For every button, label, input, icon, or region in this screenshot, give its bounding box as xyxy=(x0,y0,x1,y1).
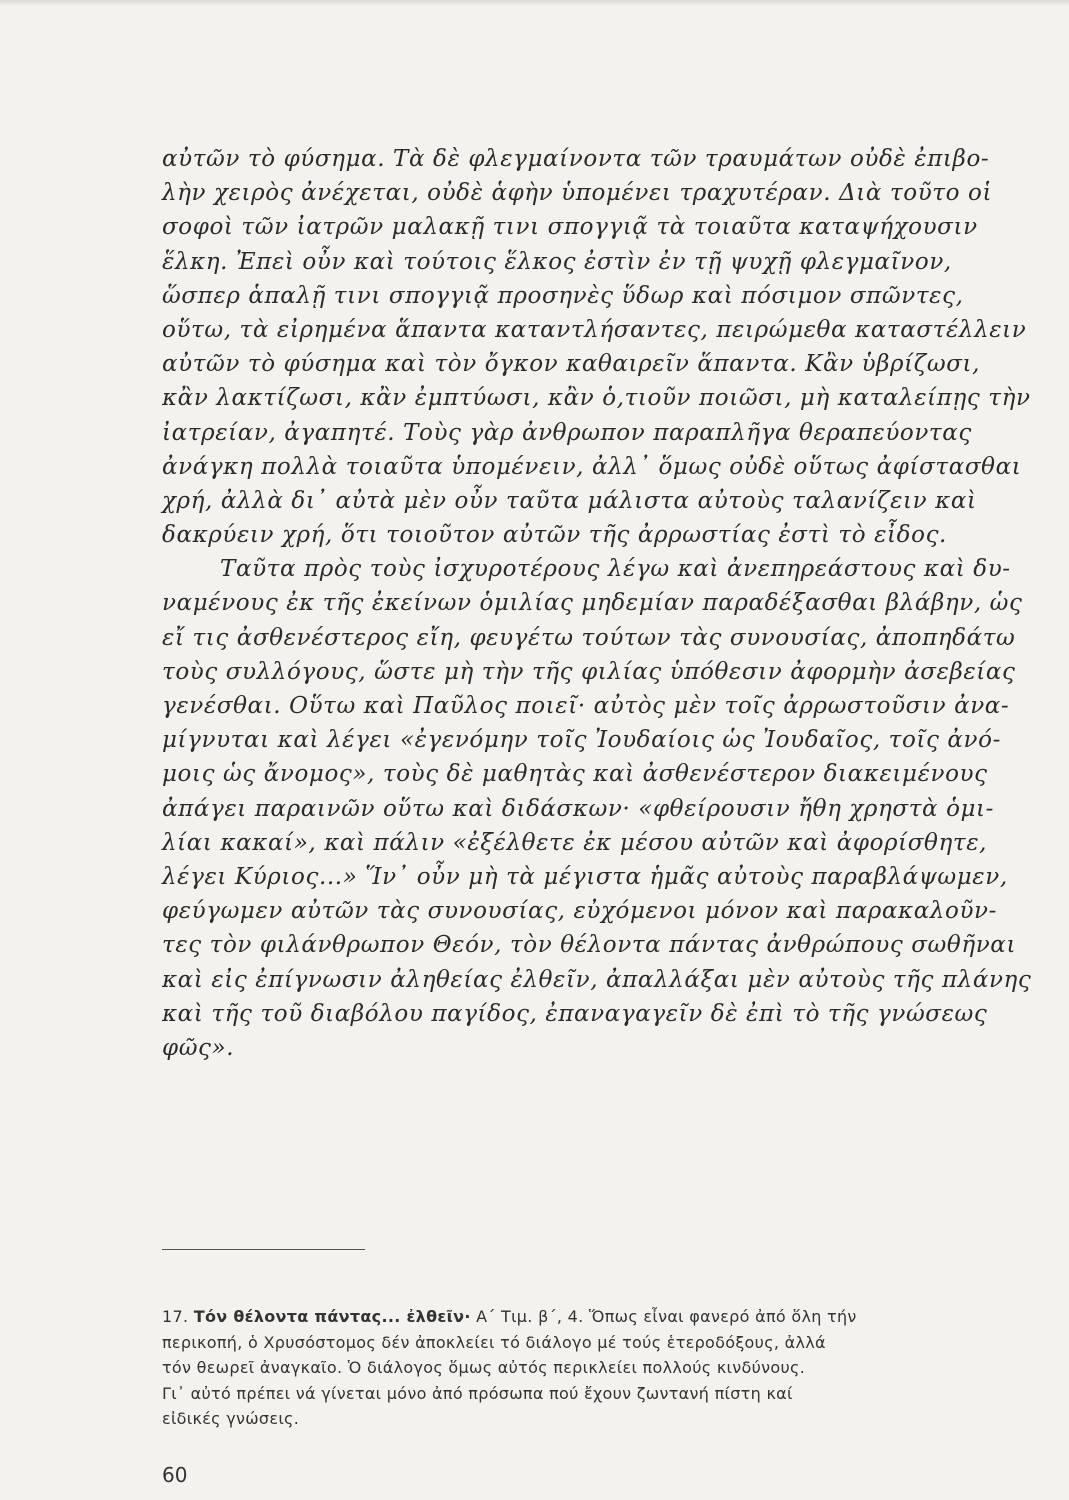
text-line: ἀνάγκη πολλὰ τοιαῦτα ὑπομένειν, ἀλλ᾽ ὅμως οὐδὲ οὕτως ἀφίστασθαι xyxy=(162,453,1022,480)
text-line: κἂν λακτίζωσι, κἂν ἐμπτύωσι, κἂν ὁ,τιοῦν ποιῶσι, μὴ καταλείπῃς τὴν xyxy=(162,385,1031,412)
text-line: ὥσπερ ἁπαλῇ τινι σπογγιᾷ προσηνὲς ὕδωρ καὶ πόσιμον σπῶντες, xyxy=(162,282,964,309)
text-line: ἀπάγει παραινῶν οὕτω καὶ διδάσκων· «φθείρουσιν ἤθη χρηστὰ ὁμι- xyxy=(162,795,995,822)
footnote-first-line xyxy=(162,1304,1022,1330)
footnote-number: 17. xyxy=(162,1307,189,1326)
text-line: λέγει Κύριος...» Ἵν᾽ οὖν μὴ τὰ μέγιστα ἡμᾶς αὐτοὺς παραβλάψωμεν, xyxy=(162,863,1008,890)
text-line: τοὺς συλλόγους, ὥστε μὴ τὴν τῆς φιλίας ὑπόθεσιν ἀφορμὴν ἀσεβείας xyxy=(162,658,1016,685)
text-line-paragraph-start: Ταῦτα πρὸς τοὺς ἰσχυροτέρους λέγω καὶ ἀνεπηρεάστους καὶ δυ- xyxy=(220,556,1011,583)
footnote-line: εἰδικές γνώσεις. xyxy=(162,1409,300,1428)
text-line: λίαι κακαί», καὶ πάλιν «ἐξέλθετε ἐκ μέσου αὐτῶν καὶ ἀφορίσθητε, xyxy=(162,829,988,856)
text-line: ναμένους ἐκ τῆς ἐκείνων ὁμιλίας μηδεμίαν παραδέξασθαι βλάβην, ὡς xyxy=(162,590,1023,617)
text-line: σοφοὶ τῶν ἰατρῶν μαλακῇ τινι σπογγιᾷ τὰ τοιαῦτα καταψήχουσιν xyxy=(162,214,978,241)
footnote-divider xyxy=(162,1249,365,1250)
text-line: μοις ὡς ἄνομος», τοὺς δὲ μαθητὰς καὶ ἀσθενέστερον διακειμένους xyxy=(162,761,988,788)
text-line: καὶ τῆς τοῦ διαβόλου παγίδος, ἐπαναγαγεῖν δὲ ἐπὶ τὸ τῆς γνώσεως xyxy=(162,1000,988,1027)
main-body-text xyxy=(162,142,1032,1065)
text-line: αὐτῶν τὸ φύσημα. Τὰ δὲ φλεγμαίνοντα τῶν τραυμάτων οὐδὲ ἐπιβο- xyxy=(162,146,990,172)
footnote-first-line-text: Α΄ Τιμ. β΄, 4. Ὅπως εἶναι φανερό ἀπό ὅλη τήν xyxy=(476,1307,857,1326)
text-line: λὴν χειρὸς ἀνέχεται, οὐδὲ ἁφὴν ὑπομένει τραχυτέραν. Διὰ τοῦτο οἱ xyxy=(162,180,993,207)
footnote-bold-phrase: Τόν θέλοντα πάντας... ἐλθεῖν· xyxy=(193,1307,471,1326)
text-line: αὐτῶν τὸ φύσημα καὶ τὸν ὄγκον καθαιρεῖν ἅπαντα. Κἂν ὑβρίζωσι, xyxy=(162,351,981,378)
text-line: ἰατρείαν, ἀγαπητέ. Τοὺς γὰρ ἀνθρωπον παραπλῆγα θεραπεύοντας xyxy=(162,419,972,446)
text-line: οὕτω, τὰ εἰρημένα ἅπαντα καταντλήσαντες, πειρώμεθα καταστέλλειν xyxy=(162,316,1027,343)
text-line: τες τὸν φιλάνθρωπον Θεόν, τὸν θέλοντα πάντας ἀνθρώπους σωθῆναι xyxy=(162,932,1017,959)
text-line: εἴ τις ἀσθενέστερος εἴη, φευγέτω τούτων τὰς συνουσίας, ἀποπηδάτω xyxy=(162,624,1016,651)
page-number: 60 xyxy=(162,1463,188,1487)
text-line: ἕλκη. Ἐπεὶ οὖν καὶ τούτοις ἕλκος ἐστὶν ἐν τῇ ψυχῇ φλεγμαῖνον, xyxy=(162,248,952,275)
footnote xyxy=(162,1304,1022,1432)
text-line: δακρύειν χρή, ὅτι τοιοῦτον αὐτῶν τῆς ἀρρωστίας ἐστὶ τὸ εἶδος. xyxy=(162,522,947,549)
text-line: καὶ εἰς ἐπίγνωσιν ἀληθείας ἐλθεῖν, ἀπαλλάξαι μὲν αὐτοὺς τῆς πλάνης xyxy=(162,966,1032,993)
page-top-edge xyxy=(0,0,1069,6)
footnote-line: τόν θεωρεῖ ἀναγκαῖο. Ὁ διάλογος ὅμως αὐτός περικλείει πολλούς κινδύνους. xyxy=(162,1358,806,1377)
footnote-line: περικοπή, ὁ Χρυσόστομος δέν ἀποκλείει τό διάλογο μέ τούς ἑτεροδόξους, ἀλλά xyxy=(162,1332,826,1352)
footnote-line: Γι᾽ αὐτό πρέπει νά γίνεται μόνο ἀπό πρόσωπα πού ἔχουν ζωντανή πίστη καί xyxy=(162,1383,793,1403)
text-line: γενέσθαι. Οὕτω καὶ Παῦλος ποιεῖ· αὐτὸς μὲν τοῖς ἀρρωστοῦσιν ἀνα- xyxy=(162,693,1010,719)
text-line: φῶς». xyxy=(162,1034,235,1061)
text-line: χρή, ἀλλὰ δι᾽ αὐτὰ μὲν οὖν ταῦτα μάλιστα αὐτοὺς ταλανίζειν καὶ xyxy=(162,487,977,514)
text-line: φεύγωμεν αὐτῶν τὰς συνουσίας, εὐχόμενοι μόνον καὶ παρακαλοῦν- xyxy=(162,898,997,925)
text-line: μίγνυται καὶ λέγει «ἐγενόμην τοῖς Ἰουδαίοις ὡς Ἰουδαῖος, τοῖς ἀνό- xyxy=(162,727,1001,754)
